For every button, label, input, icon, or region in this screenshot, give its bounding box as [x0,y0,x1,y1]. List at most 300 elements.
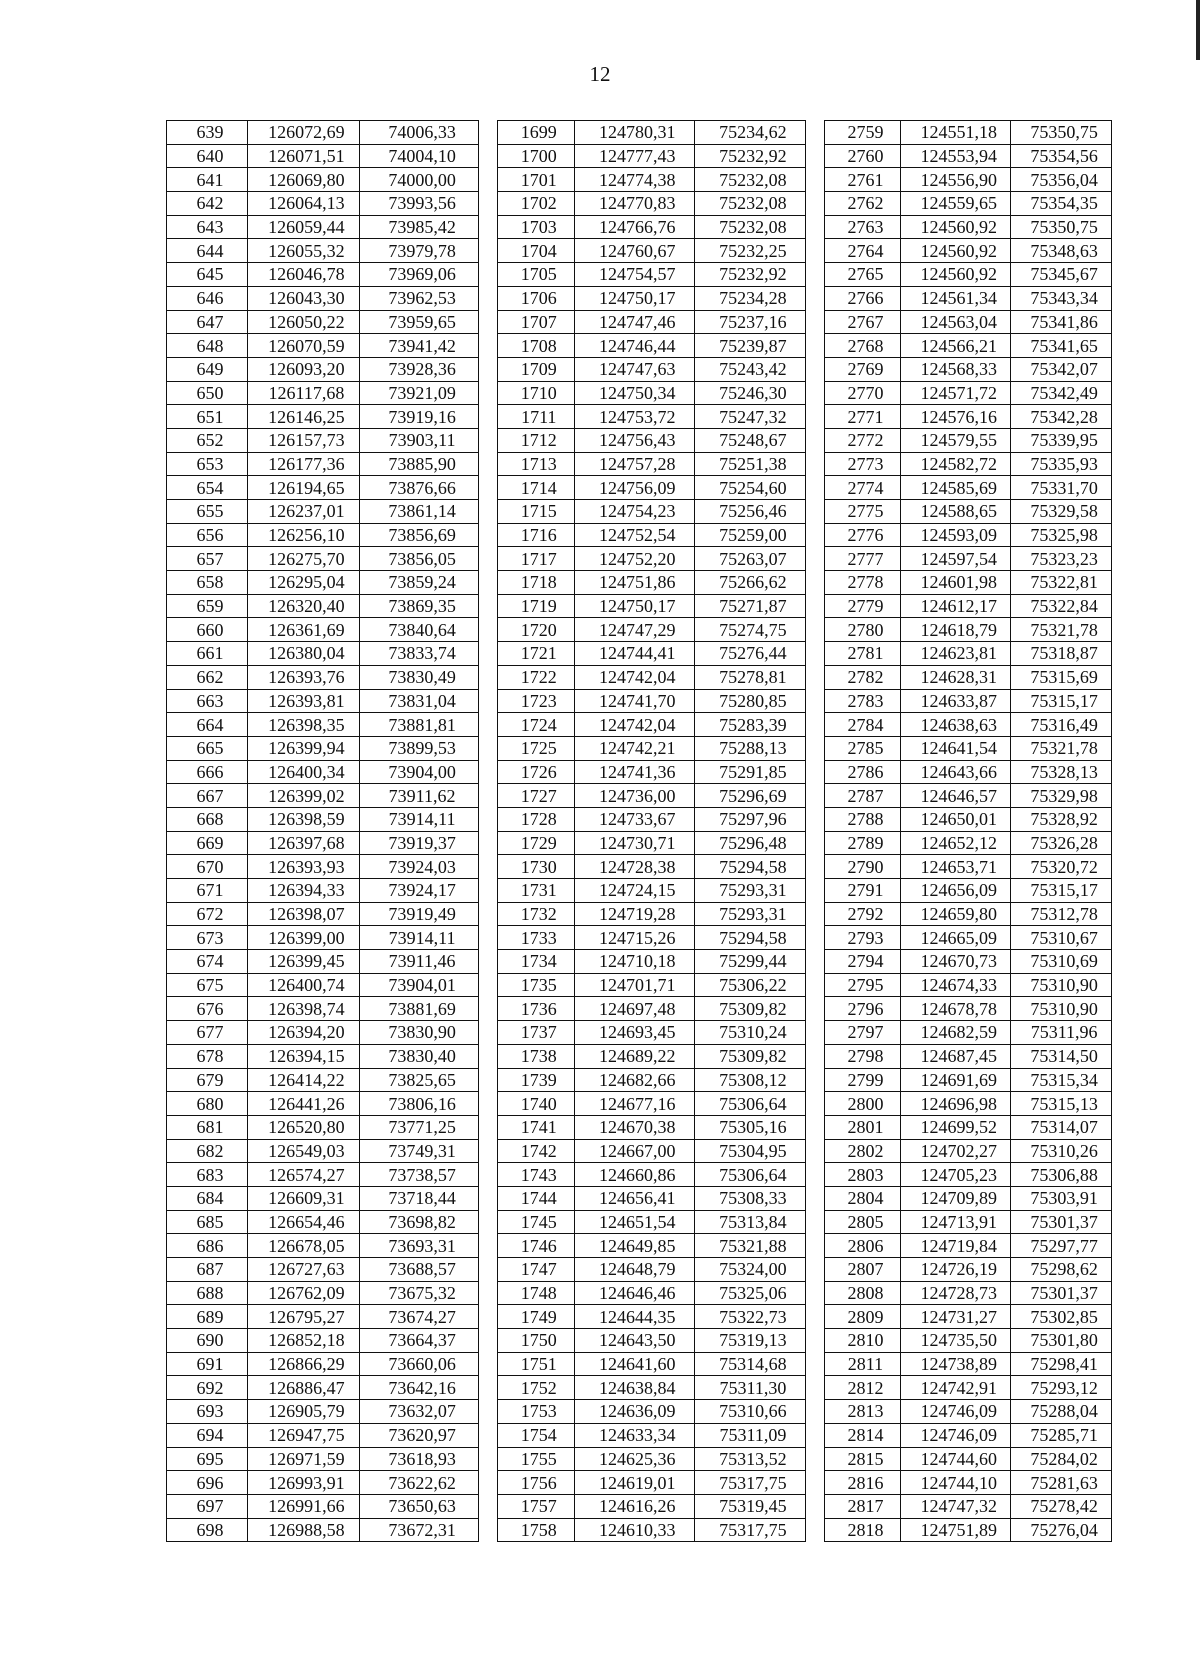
x-coordinate-cell: 124760,67 [574,239,694,263]
y-coordinate-cell: 74000,00 [359,168,478,192]
point-number-cell: 1739 [497,1068,574,1092]
y-coordinate-cell: 75354,56 [1011,144,1112,168]
point-number-cell: 2808 [824,1281,901,1305]
y-coordinate-cell: 73693,31 [359,1234,478,1258]
y-coordinate-cell: 75266,62 [694,571,805,595]
x-coordinate-cell: 126727,63 [247,1258,359,1282]
x-coordinate-cell: 124650,01 [901,807,1011,831]
table-row [167,713,1112,737]
x-coordinate-cell: 126177,36 [247,452,359,476]
point-number-cell: 1754 [497,1423,574,1447]
column-group-gap [805,1471,824,1495]
y-coordinate-cell: 75232,92 [694,144,805,168]
y-coordinate-cell: 73632,07 [359,1400,478,1424]
y-coordinate-cell: 75328,92 [1011,807,1112,831]
table-row [167,1305,1112,1329]
column-group-gap [805,452,824,476]
column-group-gap [479,1305,498,1329]
point-number-cell: 640 [167,144,248,168]
table-row [167,1447,1112,1471]
y-coordinate-cell: 75348,63 [1011,239,1112,263]
column-group-gap [479,1139,498,1163]
x-coordinate-cell: 126762,09 [247,1281,359,1305]
x-coordinate-cell: 126256,10 [247,523,359,547]
y-coordinate-cell: 73962,53 [359,286,478,310]
column-group-gap [479,855,498,879]
point-number-cell: 662 [167,665,248,689]
x-coordinate-cell: 124561,34 [901,286,1011,310]
y-coordinate-cell: 75331,70 [1011,476,1112,500]
column-group-gap [479,500,498,524]
column-group-gap [479,594,498,618]
point-number-cell: 651 [167,405,248,429]
column-group-gap [805,263,824,287]
point-number-cell: 689 [167,1305,248,1329]
point-number-cell: 2790 [824,855,901,879]
table-row [167,1139,1112,1163]
x-coordinate-cell: 124696,98 [901,1092,1011,1116]
table-row [167,1210,1112,1234]
x-coordinate-cell: 126117,68 [247,381,359,405]
y-coordinate-cell: 75325,06 [694,1281,805,1305]
column-group-gap [479,571,498,595]
column-group-gap [805,1352,824,1376]
y-coordinate-cell: 75325,98 [1011,523,1112,547]
x-coordinate-cell: 126947,75 [247,1423,359,1447]
point-number-cell: 2797 [824,1021,901,1045]
point-number-cell: 639 [167,121,248,145]
point-number-cell: 1714 [497,476,574,500]
point-number-cell: 642 [167,192,248,216]
point-number-cell: 2760 [824,144,901,168]
y-coordinate-cell: 75317,75 [694,1471,805,1495]
y-coordinate-cell: 73620,97 [359,1423,478,1447]
x-coordinate-cell: 126399,02 [247,784,359,808]
column-group-gap [805,1186,824,1210]
table-row [167,926,1112,950]
point-number-cell: 655 [167,500,248,524]
column-group-gap [479,950,498,974]
point-number-cell: 2783 [824,689,901,713]
point-number-cell: 2811 [824,1352,901,1376]
x-coordinate-cell: 126071,51 [247,144,359,168]
column-group-gap [479,263,498,287]
point-number-cell: 2789 [824,831,901,855]
y-coordinate-cell: 73969,06 [359,263,478,287]
y-coordinate-cell: 75263,07 [694,547,805,571]
y-coordinate-cell: 75294,58 [694,855,805,879]
column-group-gap [805,334,824,358]
table-row [167,144,1112,168]
x-coordinate-cell: 126069,80 [247,168,359,192]
y-coordinate-cell: 75284,02 [1011,1447,1112,1471]
y-coordinate-cell: 73718,44 [359,1186,478,1210]
y-coordinate-cell: 75296,48 [694,831,805,855]
point-number-cell: 1700 [497,144,574,168]
point-number-cell: 652 [167,428,248,452]
column-group-gap [479,1447,498,1471]
point-number-cell: 685 [167,1210,248,1234]
table-row [167,215,1112,239]
y-coordinate-cell: 75297,77 [1011,1234,1112,1258]
y-coordinate-cell: 73825,65 [359,1068,478,1092]
column-group-gap [479,689,498,713]
y-coordinate-cell: 75301,37 [1011,1281,1112,1305]
y-coordinate-cell: 73749,31 [359,1139,478,1163]
y-coordinate-cell: 75239,87 [694,334,805,358]
point-number-cell: 677 [167,1021,248,1045]
point-number-cell: 2785 [824,736,901,760]
x-coordinate-cell: 124728,73 [901,1281,1011,1305]
point-number-cell: 2813 [824,1400,901,1424]
x-coordinate-cell: 124741,70 [574,689,694,713]
x-coordinate-cell: 124618,79 [901,618,1011,642]
point-number-cell: 673 [167,926,248,950]
column-group-gap [805,642,824,666]
x-coordinate-cell: 124653,71 [901,855,1011,879]
x-coordinate-cell: 124660,86 [574,1163,694,1187]
point-number-cell: 1727 [497,784,574,808]
y-coordinate-cell: 75345,67 [1011,263,1112,287]
point-number-cell: 1726 [497,760,574,784]
y-coordinate-cell: 75246,30 [694,381,805,405]
table-row [167,879,1112,903]
column-group-gap [479,1258,498,1282]
table-row [167,950,1112,974]
y-coordinate-cell: 73688,57 [359,1258,478,1282]
x-coordinate-cell: 124747,46 [574,310,694,334]
point-number-cell: 1745 [497,1210,574,1234]
column-group-gap [479,736,498,760]
point-number-cell: 1744 [497,1186,574,1210]
x-coordinate-cell: 126361,69 [247,618,359,642]
y-coordinate-cell: 75341,65 [1011,334,1112,358]
x-coordinate-cell: 124560,92 [901,215,1011,239]
point-number-cell: 2759 [824,121,901,145]
y-coordinate-cell: 73861,14 [359,500,478,524]
x-coordinate-cell: 126886,47 [247,1376,359,1400]
coordinates-table-body [167,121,1112,1542]
y-coordinate-cell: 75315,34 [1011,1068,1112,1092]
point-number-cell: 650 [167,381,248,405]
point-number-cell: 644 [167,239,248,263]
x-coordinate-cell: 126549,03 [247,1139,359,1163]
column-group-gap [805,1423,824,1447]
x-coordinate-cell: 124747,63 [574,357,694,381]
point-number-cell: 2778 [824,571,901,595]
point-number-cell: 2799 [824,1068,901,1092]
column-group-gap [479,1163,498,1187]
y-coordinate-cell: 75329,58 [1011,500,1112,524]
x-coordinate-cell: 126393,81 [247,689,359,713]
table-row [167,973,1112,997]
y-coordinate-cell: 75316,49 [1011,713,1112,737]
y-coordinate-cell: 73904,01 [359,973,478,997]
x-coordinate-cell: 124687,45 [901,1044,1011,1068]
x-coordinate-cell: 126441,26 [247,1092,359,1116]
column-group-gap [805,310,824,334]
y-coordinate-cell: 73941,42 [359,334,478,358]
column-group-gap [479,713,498,737]
x-coordinate-cell: 124756,43 [574,428,694,452]
x-coordinate-cell: 124744,60 [901,1447,1011,1471]
y-coordinate-cell: 75234,28 [694,286,805,310]
table-row [167,452,1112,476]
y-coordinate-cell: 75288,13 [694,736,805,760]
column-group-gap [479,879,498,903]
y-coordinate-cell: 73622,62 [359,1471,478,1495]
y-coordinate-cell: 75283,39 [694,713,805,737]
point-number-cell: 1713 [497,452,574,476]
column-group-gap [479,1281,498,1305]
x-coordinate-cell: 126654,46 [247,1210,359,1234]
point-number-cell: 684 [167,1186,248,1210]
x-coordinate-cell: 126394,33 [247,879,359,903]
y-coordinate-cell: 73833,74 [359,642,478,666]
point-number-cell: 659 [167,594,248,618]
point-number-cell: 647 [167,310,248,334]
point-number-cell: 676 [167,997,248,1021]
x-coordinate-cell: 124693,45 [574,1021,694,1045]
point-number-cell: 648 [167,334,248,358]
y-coordinate-cell: 75276,44 [694,642,805,666]
point-number-cell: 1737 [497,1021,574,1045]
column-group-gap [805,689,824,713]
point-number-cell: 2767 [824,310,901,334]
column-group-gap [479,926,498,950]
y-coordinate-cell: 75326,28 [1011,831,1112,855]
table-row [167,571,1112,595]
y-coordinate-cell: 75298,41 [1011,1352,1112,1376]
point-number-cell: 671 [167,879,248,903]
table-row [167,997,1112,1021]
column-group-gap [479,405,498,429]
y-coordinate-cell: 75311,30 [694,1376,805,1400]
y-coordinate-cell: 75354,35 [1011,192,1112,216]
x-coordinate-cell: 124651,54 [574,1210,694,1234]
x-coordinate-cell: 126398,35 [247,713,359,737]
y-coordinate-cell: 73924,17 [359,879,478,903]
x-coordinate-cell: 124665,09 [901,926,1011,950]
point-number-cell: 646 [167,286,248,310]
point-number-cell: 660 [167,618,248,642]
x-coordinate-cell: 126093,20 [247,357,359,381]
y-coordinate-cell: 75314,07 [1011,1115,1112,1139]
point-number-cell: 675 [167,973,248,997]
x-coordinate-cell: 124726,19 [901,1258,1011,1282]
x-coordinate-cell: 124670,73 [901,950,1011,974]
point-number-cell: 1736 [497,997,574,1021]
point-number-cell: 2786 [824,760,901,784]
y-coordinate-cell: 73919,49 [359,902,478,926]
y-coordinate-cell: 75322,84 [1011,594,1112,618]
y-coordinate-cell: 75310,69 [1011,950,1112,974]
point-number-cell: 674 [167,950,248,974]
point-number-cell: 2809 [824,1305,901,1329]
y-coordinate-cell: 75306,64 [694,1092,805,1116]
column-group-gap [805,215,824,239]
y-coordinate-cell: 75311,96 [1011,1021,1112,1045]
x-coordinate-cell: 124644,35 [574,1305,694,1329]
y-coordinate-cell: 75293,12 [1011,1376,1112,1400]
table-row [167,1186,1112,1210]
table-row [167,831,1112,855]
table-row [167,523,1112,547]
x-coordinate-cell: 124641,54 [901,736,1011,760]
column-group-gap [805,192,824,216]
y-coordinate-cell: 75299,44 [694,950,805,974]
y-coordinate-cell: 75288,04 [1011,1400,1112,1424]
y-coordinate-cell: 73911,62 [359,784,478,808]
column-group-gap [805,618,824,642]
column-group-gap [479,997,498,1021]
point-number-cell: 1752 [497,1376,574,1400]
x-coordinate-cell: 124670,38 [574,1115,694,1139]
y-coordinate-cell: 73869,35 [359,594,478,618]
column-group-gap [479,476,498,500]
column-group-gap [805,1210,824,1234]
x-coordinate-cell: 124649,85 [574,1234,694,1258]
y-coordinate-cell: 75328,13 [1011,760,1112,784]
point-number-cell: 2779 [824,594,901,618]
y-coordinate-cell: 73660,06 [359,1352,478,1376]
y-coordinate-cell: 73979,78 [359,239,478,263]
y-coordinate-cell: 73642,16 [359,1376,478,1400]
x-coordinate-cell: 124646,46 [574,1281,694,1305]
column-group-gap [805,736,824,760]
column-group-gap [805,168,824,192]
x-coordinate-cell: 124747,29 [574,618,694,642]
y-coordinate-cell: 73921,09 [359,381,478,405]
y-coordinate-cell: 75342,28 [1011,405,1112,429]
x-coordinate-cell: 124701,71 [574,973,694,997]
y-coordinate-cell: 75302,85 [1011,1305,1112,1329]
point-number-cell: 1750 [497,1329,574,1353]
point-number-cell: 1734 [497,950,574,974]
y-coordinate-cell: 75315,17 [1011,879,1112,903]
point-number-cell: 2773 [824,452,901,476]
table-row [167,642,1112,666]
y-coordinate-cell: 75342,49 [1011,381,1112,405]
x-coordinate-cell: 124682,59 [901,1021,1011,1045]
y-coordinate-cell: 75314,50 [1011,1044,1112,1068]
y-coordinate-cell: 73771,25 [359,1115,478,1139]
column-group-gap [805,1329,824,1353]
point-number-cell: 1758 [497,1518,574,1542]
y-coordinate-cell: 75243,42 [694,357,805,381]
y-coordinate-cell: 75315,69 [1011,665,1112,689]
point-number-cell: 1722 [497,665,574,689]
x-coordinate-cell: 124770,83 [574,192,694,216]
x-coordinate-cell: 124556,90 [901,168,1011,192]
point-number-cell: 645 [167,263,248,287]
column-group-gap [805,405,824,429]
x-coordinate-cell: 124643,66 [901,760,1011,784]
x-coordinate-cell: 124656,09 [901,879,1011,903]
point-number-cell: 1702 [497,192,574,216]
x-coordinate-cell: 124579,55 [901,428,1011,452]
y-coordinate-cell: 75278,81 [694,665,805,689]
x-coordinate-cell: 126399,45 [247,950,359,974]
table-row [167,902,1112,926]
x-coordinate-cell: 124738,89 [901,1352,1011,1376]
point-number-cell: 2815 [824,1447,901,1471]
y-coordinate-cell: 75310,90 [1011,997,1112,1021]
x-coordinate-cell: 124601,98 [901,571,1011,595]
point-number-cell: 2780 [824,618,901,642]
x-coordinate-cell: 126397,68 [247,831,359,855]
y-coordinate-cell: 73881,69 [359,997,478,1021]
y-coordinate-cell: 75350,75 [1011,121,1112,145]
table-row [167,807,1112,831]
point-number-cell: 2781 [824,642,901,666]
table-row [167,1068,1112,1092]
point-number-cell: 1732 [497,902,574,926]
x-coordinate-cell: 126398,59 [247,807,359,831]
x-coordinate-cell: 124731,27 [901,1305,1011,1329]
y-coordinate-cell: 75311,09 [694,1423,805,1447]
point-number-cell: 2812 [824,1376,901,1400]
x-coordinate-cell: 126194,65 [247,476,359,500]
x-coordinate-cell: 126971,59 [247,1447,359,1471]
column-group-gap [479,334,498,358]
point-number-cell: 2776 [824,523,901,547]
x-coordinate-cell: 126399,94 [247,736,359,760]
column-group-gap [805,997,824,1021]
point-number-cell: 672 [167,902,248,926]
column-group-gap [805,1234,824,1258]
x-coordinate-cell: 126993,91 [247,1471,359,1495]
x-coordinate-cell: 126275,70 [247,547,359,571]
point-number-cell: 1746 [497,1234,574,1258]
table-row [167,618,1112,642]
x-coordinate-cell: 124780,31 [574,121,694,145]
y-coordinate-cell: 75308,12 [694,1068,805,1092]
x-coordinate-cell: 124742,21 [574,736,694,760]
x-coordinate-cell: 126320,40 [247,594,359,618]
y-coordinate-cell: 75343,34 [1011,286,1112,310]
point-number-cell: 1729 [497,831,574,855]
column-group-gap [479,784,498,808]
column-group-gap [479,192,498,216]
column-group-gap [479,1329,498,1353]
column-group-gap [805,1518,824,1542]
y-coordinate-cell: 75319,45 [694,1494,805,1518]
column-group-gap [479,807,498,831]
table-row [167,1234,1112,1258]
y-coordinate-cell: 75317,75 [694,1518,805,1542]
x-coordinate-cell: 124689,22 [574,1044,694,1068]
column-group-gap [805,357,824,381]
y-coordinate-cell: 73674,27 [359,1305,478,1329]
column-group-gap [805,428,824,452]
column-group-gap [805,476,824,500]
x-coordinate-cell: 124652,12 [901,831,1011,855]
point-number-cell: 1738 [497,1044,574,1068]
column-group-gap [805,1044,824,1068]
column-group-gap [479,618,498,642]
y-coordinate-cell: 75278,42 [1011,1494,1112,1518]
point-number-cell: 643 [167,215,248,239]
x-coordinate-cell: 124752,20 [574,547,694,571]
y-coordinate-cell: 75276,04 [1011,1518,1112,1542]
x-coordinate-cell: 124646,57 [901,784,1011,808]
column-group-gap [479,144,498,168]
x-coordinate-cell: 124697,48 [574,997,694,1021]
y-coordinate-cell: 73899,53 [359,736,478,760]
point-number-cell: 2806 [824,1234,901,1258]
y-coordinate-cell: 74004,10 [359,144,478,168]
